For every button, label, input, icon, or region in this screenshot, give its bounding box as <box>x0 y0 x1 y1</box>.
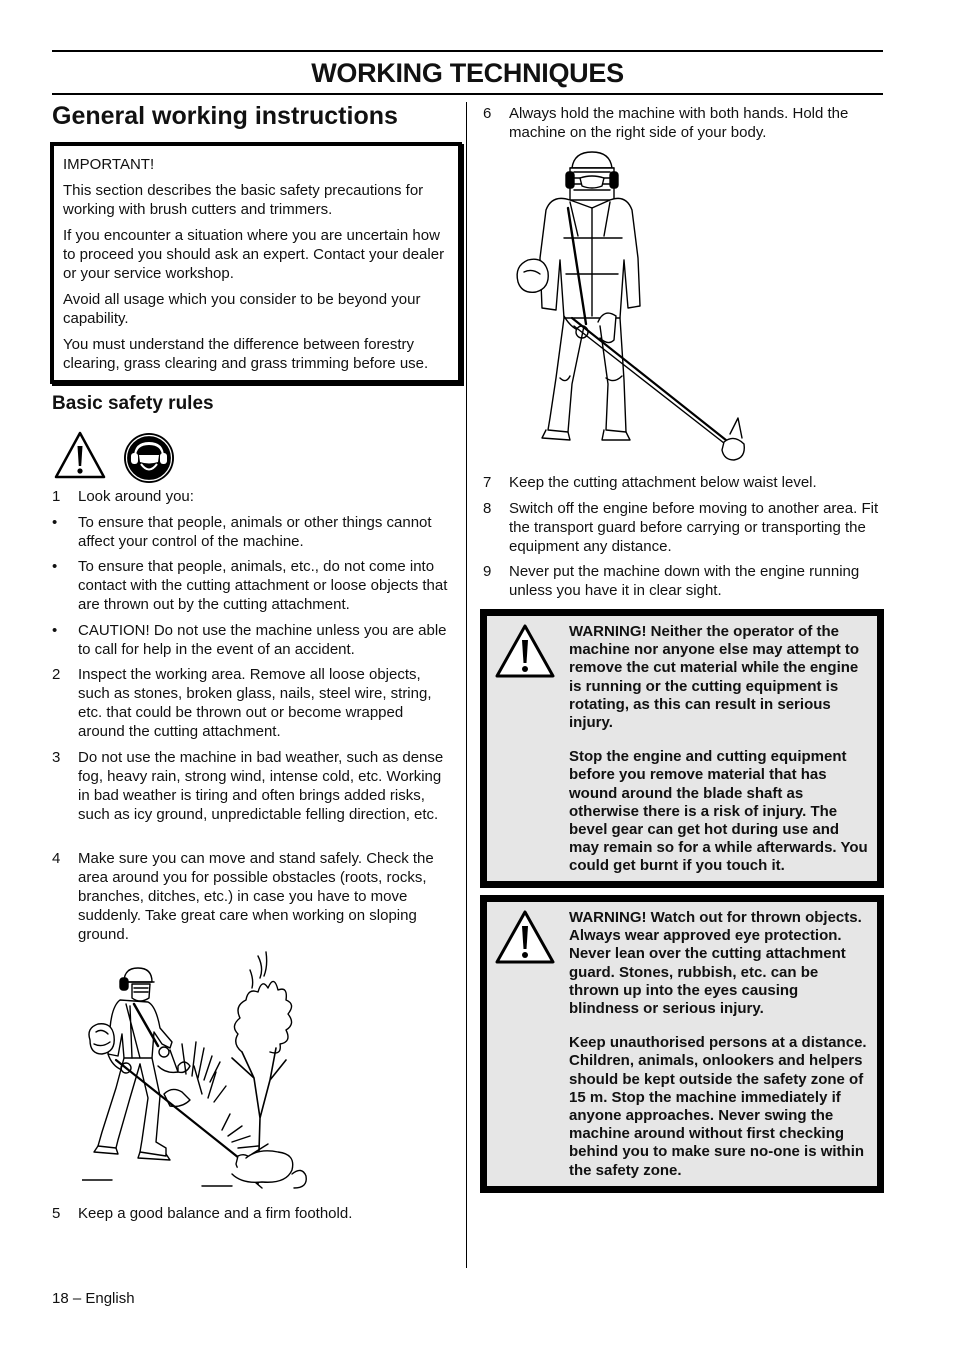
warning-triangle-icon <box>493 622 557 680</box>
list-text: Do not use the machine in bad weather, such as dense fog, heavy rain, strong wind, intense cold, etc. Working in bad weather is tiring and often brings added risks, such as icy ground, unpredictable felling direction, etc. <box>78 749 444 823</box>
list-bullet: • <box>52 622 58 639</box>
list-text: To ensure that people, animals or other things cannot affect your control of the machine. <box>78 514 432 550</box>
standing-operator-illustration <box>512 148 757 468</box>
header-rule-top <box>52 50 883 52</box>
warning-triangle-icon <box>493 908 557 966</box>
list-number: 8 <box>483 500 492 517</box>
list-number: 3 <box>52 749 61 766</box>
header-rule-bottom <box>52 93 883 95</box>
list-text: Look around you: <box>78 488 194 505</box>
list-number: 5 <box>52 1205 61 1222</box>
warning-triangle-icon <box>53 430 107 480</box>
warning-text: WARNING! Neither the operator of the machine nor anyone else may attempt to remove the cut material while the engine is running or the cutting equipment is rotating, as this can result in serious injury. <box>569 623 860 732</box>
list-text: Switch off the engine before moving to another area. Fit the transport guard before carrying or transporting the equipment any distance. <box>509 500 879 555</box>
important-paragraph: You must understand the difference between forestry clearing, grass clearing and grass trimming before use. <box>63 336 429 372</box>
list-text: Never put the machine down with the engine running unless you have it in clear sight. <box>509 563 860 599</box>
column-divider <box>466 102 467 1268</box>
list-number: 9 <box>483 563 492 580</box>
warning-text: Keep unauthorised persons at a distance. Children, animals, onlookers and helpers should be kept outside the safety zone of 15 m. Stop the machine immediately if anyone approaches. Never swing the machine around without first checking behind you to make sure no-one is within the safety zone. <box>569 1034 867 1179</box>
warning-text: WARNING! Watch out for thrown objects. Always wear approved eye protection. Never lean over the cutting attachment guard. Stones, rubbish, etc. can be thrown up into the eyes causing blindness or serious injury. <box>569 909 862 1018</box>
important-box <box>50 142 462 384</box>
list-number: 1 <box>52 488 61 505</box>
warning-text: Stop the engine and cutting equipment before you remove material that has wound around the blade shaft as otherwise there is a risk of injury. The bevel gear can get hot during use and may remain so for a while afterwards. You could get burnt if you touch it. <box>569 748 868 875</box>
list-text: Keep the cutting attachment below waist level. <box>509 474 817 491</box>
list-number: 4 <box>52 850 61 867</box>
list-bullet: • <box>52 514 58 531</box>
warning-box-cut-material <box>480 609 884 888</box>
important-paragraph: Avoid all usage which you consider to be beyond your capability. <box>63 291 421 327</box>
trimmer-operator-illustration <box>82 948 312 1200</box>
list-number: 6 <box>483 105 492 122</box>
important-paragraph: If you encounter a situation where you are uncertain how to proceed you should ask an expert. Contact your dealer or your service workshop. <box>63 227 445 282</box>
list-bullet: • <box>52 558 58 575</box>
important-label: IMPORTANT! <box>63 156 155 173</box>
page-heading: General working instructions <box>52 102 398 130</box>
warning-box-thrown-objects <box>480 895 884 1193</box>
section-title: WORKING TECHNIQUES <box>311 58 624 88</box>
list-number: 2 <box>52 666 61 683</box>
list-text: CAUTION! Do not use the machine unless you are able to call for help in the event of an accident. <box>78 622 447 658</box>
list-number: 7 <box>483 474 492 491</box>
list-text: Keep a good balance and a firm foothold. <box>78 1205 353 1222</box>
list-text: Make sure you can move and stand safely. Check the area around you for possible obstacles (roots, rocks, branches, ditches, etc.) in case you have to move suddenly. Take great care when working on sloping ground. <box>78 850 434 943</box>
list-text: To ensure that people, animals, etc., do not come into contact with the cutting attachment or loose objects that are thrown out by the cutting attachment. <box>78 558 448 613</box>
list-text: Inspect the working area. Remove all loose objects, such as stones, broken glass, nails, steel wire, string, etc. that could be thrown out or become wrapped around the cutting attachment. <box>78 666 432 740</box>
protective-equipment-icon <box>122 431 176 485</box>
important-paragraph: This section describes the basic safety precautions for working with brush cutters and trimmers. <box>63 182 424 218</box>
subheading: Basic safety rules <box>52 393 214 414</box>
list-text: Always hold the machine with both hands. Hold the machine on the right side of your body. <box>509 105 849 141</box>
page-footer: 18 – English <box>52 1290 135 1307</box>
